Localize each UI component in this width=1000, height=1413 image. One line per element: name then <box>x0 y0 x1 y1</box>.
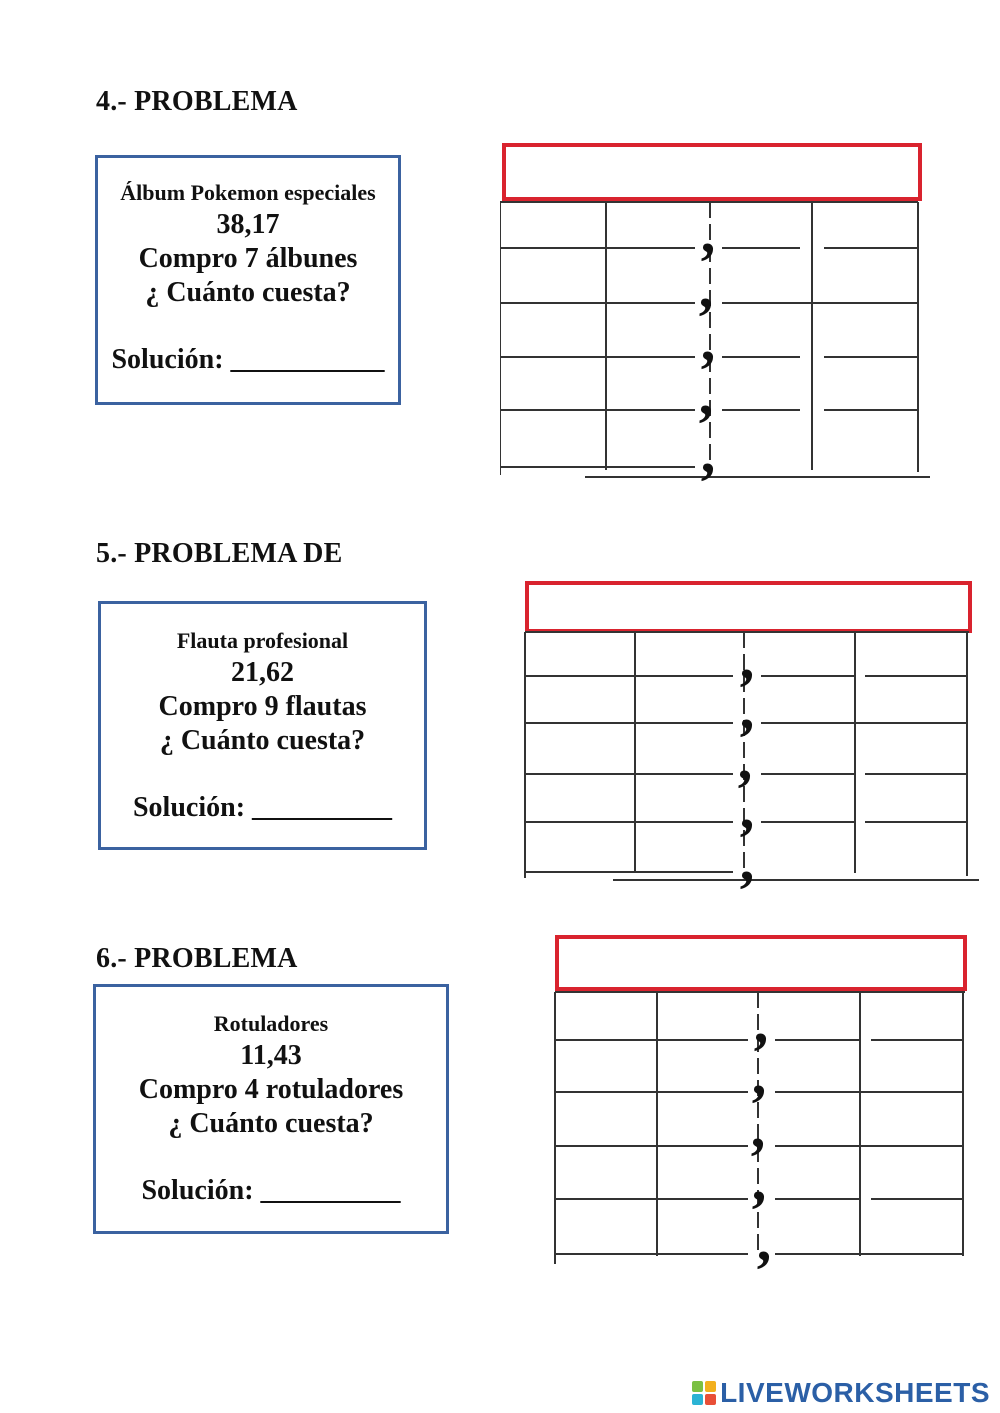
problem-4-comma-3: , <box>700 308 716 373</box>
problem-6-header-box <box>557 937 965 989</box>
problem-4-grid <box>500 142 930 487</box>
problem-6-comma-3: , <box>750 1095 766 1160</box>
problem-5-card <box>98 601 427 850</box>
problem-4-question: ¿ Cuánto cuesta? <box>145 277 351 308</box>
problem-4-item: Álbum Pokemon especiales <box>120 180 376 205</box>
problem-5-comma-1: , <box>739 626 755 691</box>
problem-5-comma-2: , <box>739 676 755 741</box>
problem-5-comma-3: , <box>737 727 753 792</box>
problem-6-comma-5: , <box>756 1208 772 1273</box>
liveworksheets-wordmark: LIVEWORKSHEETS <box>720 1377 990 1408</box>
problem-6-item: Rotuladores <box>213 1011 329 1036</box>
problem-5-grid <box>523 580 983 890</box>
problem-5-heading: 5.- PROBLEMA DE <box>96 538 343 569</box>
problem-5-solution[interactable]: Solución: __________ <box>132 792 393 823</box>
problem-4-solution[interactable]: Solución: ___________ <box>111 344 385 375</box>
problem-4-comma-1: , <box>700 200 716 265</box>
problem-5-quantity: Compro 9 flautas <box>158 691 367 722</box>
problem-4-quantity: Compro 7 álbunes <box>138 243 358 274</box>
problem-4-heading: 4.- PROBLEMA <box>96 86 298 117</box>
problem-6-grid <box>553 934 973 1279</box>
problem-6-price: 11,43 <box>240 1040 302 1071</box>
liveworksheets-logo-icon <box>692 1381 716 1405</box>
problem-6-comma-1: , <box>753 990 769 1055</box>
problem-5-comma-5: , <box>739 828 755 890</box>
problem-6-comma-4: , <box>751 1148 767 1213</box>
problem-6-quantity: Compro 4 rotuladores <box>138 1074 404 1105</box>
problem-4-card <box>95 155 401 405</box>
liveworksheets-logo <box>692 1377 990 1409</box>
problem-6-heading: 6.- PROBLEMA <box>96 943 298 974</box>
problem-4-comma-5: , <box>700 420 716 485</box>
problem-5-header-box <box>527 583 970 631</box>
problem-5-item: Flauta profesional <box>176 628 349 653</box>
problem-4-comma-2: , <box>698 255 714 320</box>
problem-4-comma-4: , <box>698 362 714 427</box>
problem-6-solution[interactable]: Solución: __________ <box>141 1175 401 1206</box>
problem-6-question: ¿ Cuánto cuesta? <box>168 1108 374 1139</box>
problem-6-comma-2: , <box>751 1042 767 1107</box>
problem-4-price: 38,17 <box>216 209 280 240</box>
problem-5-price: 21,62 <box>231 657 294 688</box>
problem-5-question: ¿ Cuánto cuesta? <box>159 725 366 756</box>
problem-4-header-box <box>504 145 920 199</box>
problem-5-comma-4: , <box>739 776 755 841</box>
problem-6-card <box>93 984 449 1234</box>
